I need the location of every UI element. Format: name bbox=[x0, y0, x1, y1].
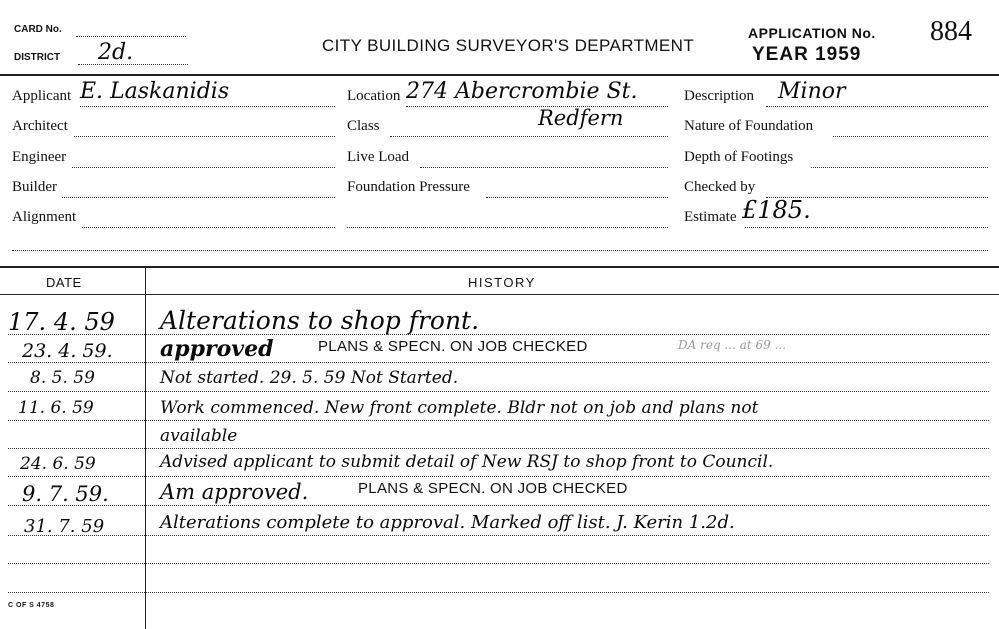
application-number: 884 bbox=[930, 16, 972, 47]
row-line bbox=[8, 592, 989, 593]
architect-label: Architect bbox=[12, 118, 68, 134]
foundation-pressure-line bbox=[486, 197, 668, 198]
applicant-line bbox=[80, 106, 335, 107]
applicant-label: Applicant bbox=[12, 88, 72, 104]
row-line bbox=[8, 334, 989, 335]
faint-note: DA req ... at 69 ... bbox=[678, 338, 787, 352]
entry-text-5: available bbox=[160, 426, 238, 446]
estimate-label: Estimate bbox=[684, 209, 737, 225]
row-line bbox=[8, 448, 989, 449]
entry-text-4: Work commenced. New front complete. Bldr not on job and plans not bbox=[160, 398, 759, 418]
alignment-label: Alignment bbox=[12, 209, 77, 225]
entry-text-2: approved bbox=[160, 336, 274, 362]
location-label: Location bbox=[347, 88, 401, 104]
location-suburb: Redfern bbox=[538, 106, 624, 130]
entry-date-1: 17. 4. 59 bbox=[8, 308, 115, 336]
estimate-line bbox=[745, 227, 988, 228]
entry-date-2: 23. 4. 59. bbox=[22, 340, 113, 362]
form-code: C OF S 4758 bbox=[8, 602, 55, 609]
card-no-label: CARD No. bbox=[14, 24, 62, 35]
architect-line bbox=[74, 136, 335, 137]
row-line bbox=[8, 362, 989, 363]
class-line bbox=[390, 136, 668, 137]
location-value: 274 Abercrombie St. bbox=[406, 79, 638, 104]
row-line bbox=[8, 476, 989, 477]
depth-line bbox=[811, 167, 988, 168]
department-title: CITY BUILDING SURVEYOR'S DEPARTMENT bbox=[322, 36, 695, 55]
nature-line bbox=[833, 136, 988, 137]
card-no-line bbox=[76, 36, 186, 37]
stamp-plans-checked-2: PLANS & SPECN. ON JOB CHECKED bbox=[358, 480, 628, 497]
stamp-plans-checked-1: PLANS & SPECN. ON JOB CHECKED bbox=[318, 338, 588, 355]
entry-date-3: 8. 5. 59 bbox=[30, 368, 95, 388]
description-line bbox=[766, 106, 988, 107]
depth-label: Depth of Footings bbox=[684, 149, 794, 165]
row-line bbox=[8, 391, 989, 392]
row-line bbox=[8, 563, 989, 564]
builder-label: Builder bbox=[12, 179, 57, 195]
live-load-line bbox=[420, 167, 668, 168]
history-header-rule bbox=[0, 294, 999, 295]
header-rule bbox=[0, 74, 999, 76]
live-load-label: Live Load bbox=[347, 149, 410, 165]
entry-text-3: Not started. 29. 5. 59 Not Started. bbox=[160, 368, 459, 388]
description-value: Minor bbox=[778, 79, 846, 104]
description-label: Description bbox=[684, 88, 754, 104]
history-top-rule bbox=[0, 266, 999, 268]
row-line bbox=[8, 420, 989, 421]
row-line bbox=[8, 505, 989, 506]
history-header: HISTORY bbox=[468, 275, 536, 290]
builder-line bbox=[62, 197, 335, 198]
fields-bottom-dotline bbox=[12, 250, 988, 251]
entry-date-8: 31. 7. 59 bbox=[24, 516, 105, 537]
entry-text-8: Alterations complete to approval. Marked off list. J. Kerin 1.2d. bbox=[160, 512, 735, 533]
applicant-value: E. Laskanidis bbox=[80, 79, 230, 104]
col2-blank-line bbox=[347, 227, 668, 228]
checked-label: Checked by bbox=[684, 179, 756, 195]
class-label: Class bbox=[347, 118, 380, 134]
entry-text-1: Alterations to shop front. bbox=[160, 306, 480, 335]
district-label: DISTRICT bbox=[14, 52, 61, 63]
engineer-label: Engineer bbox=[12, 149, 67, 165]
district-value: 2d. bbox=[98, 40, 134, 65]
foundation-pressure-label: Foundation Pressure bbox=[347, 179, 470, 195]
alignment-line bbox=[82, 227, 335, 228]
entry-date-6: 24. 6. 59 bbox=[20, 454, 96, 474]
entry-text-6: Advised applicant to submit detail of New RSJ to shop front to Council. bbox=[160, 452, 774, 472]
application-label: APPLICATION No. bbox=[748, 25, 876, 41]
nature-label: Nature of Foundation bbox=[684, 118, 814, 134]
year-label: YEAR 1959 bbox=[752, 44, 862, 65]
engineer-line bbox=[72, 167, 335, 168]
entry-text-7: Am approved. bbox=[160, 480, 309, 504]
estimate-value: £185. bbox=[742, 196, 811, 224]
row-line bbox=[8, 535, 989, 536]
location-line bbox=[406, 106, 668, 107]
entry-date-4: 11. 6. 59 bbox=[18, 398, 94, 418]
entry-date-7: 9. 7. 59. bbox=[22, 482, 109, 506]
date-header: DATE bbox=[46, 275, 82, 290]
